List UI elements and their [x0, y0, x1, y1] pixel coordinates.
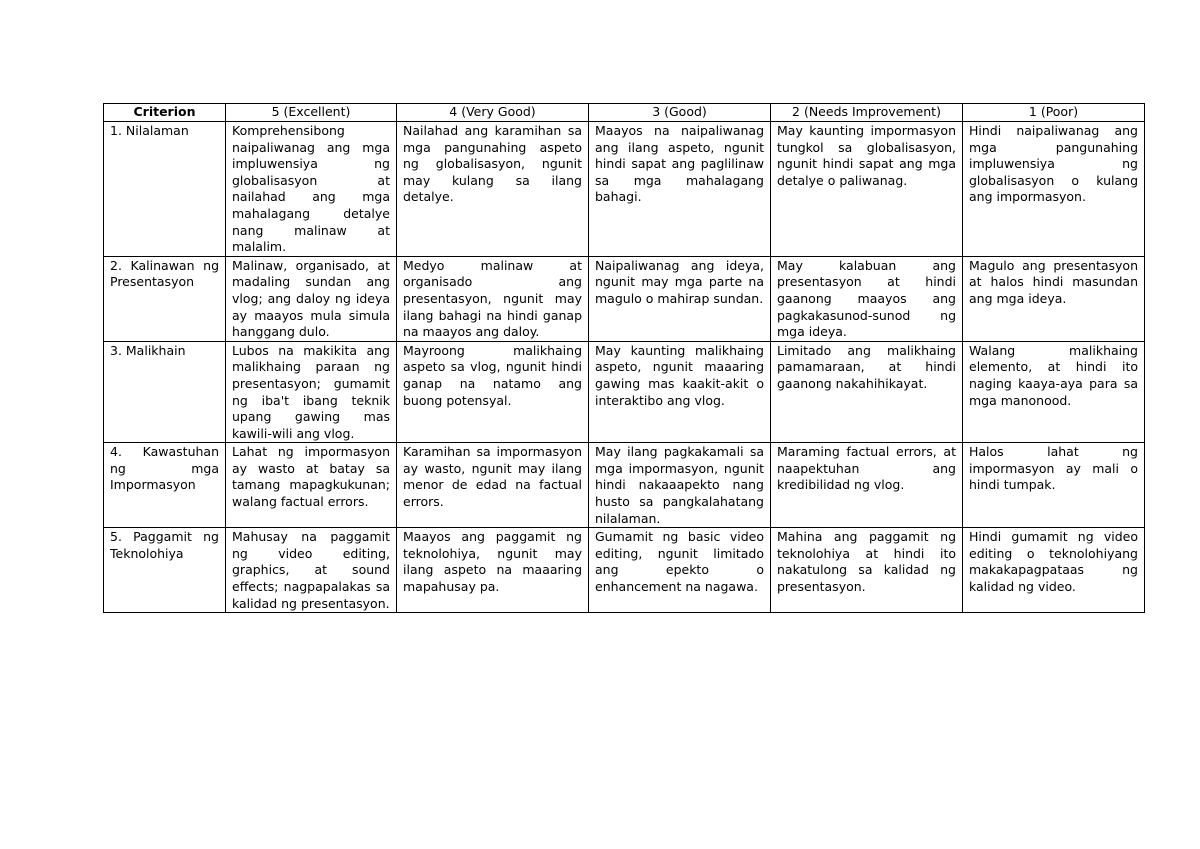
rating-cell-4: Medyo malinaw at organisado ang presentasyon, ngunit may ilang bahagi na hindi ganap na maayos ang daloy.: [397, 256, 589, 341]
rating-cell-3: Gumamit ng basic video editing, ngunit limitado ang epekto o enhancement na nagawa.: [589, 528, 771, 613]
rating-cell-2: Mahina ang paggamit ng teknolohiya at hindi ito nakatulong sa kalidad ng presentasyon.: [771, 528, 963, 613]
rating-cell-5: Komprehensibong naipaliwanag ang mga impluwensiya ng globalisasyon at nailahad ang mga mahalagang detalye nang malinaw at malalim.: [226, 122, 397, 257]
rubric-table: [103, 103, 1145, 613]
header-needs-improvement: 2 (Needs Improvement): [771, 104, 963, 122]
rating-cell-4: Karamihan sa impormasyon ay wasto, ngunit may ilang menor de edad na factual errors.: [397, 443, 589, 528]
rating-cell-4: Mayroong malikhaing aspeto sa vlog, ngunit hindi ganap na natamo ang buong potensyal.: [397, 341, 589, 443]
table-row: [104, 528, 1145, 613]
rating-cell-3: Maayos na naipaliwanag ang ilang aspeto, ngunit hindi sapat ang paglilinaw sa mga mahalagang bahagi.: [589, 122, 771, 257]
header-excellent: 5 (Excellent): [226, 104, 397, 122]
table-row: [104, 341, 1145, 443]
rating-cell-5: Malinaw, organisado, at madaling sundan ang vlog; ang daloy ng ideya ay maayos mula simula hanggang dulo.: [226, 256, 397, 341]
criterion-cell: 4. Kawastuhan ng mga Impormasyon: [104, 443, 226, 528]
rating-cell-3: Naipaliwanag ang ideya, ngunit may mga parte na magulo o mahirap sundan.: [589, 256, 771, 341]
criterion-cell: 1. Nilalaman: [104, 122, 226, 257]
header-criterion: Criterion: [104, 104, 226, 122]
rating-cell-1: Hindi gumamit ng video editing o teknolohiyang makakapagpataas ng kalidad ng video.: [963, 528, 1145, 613]
rating-cell-3: May kaunting malikhaing aspeto, ngunit maaaring gawing mas kaakit-akit o interaktibo ang vlog.: [589, 341, 771, 443]
criterion-cell: 3. Malikhain: [104, 341, 226, 443]
rating-cell-2: May kaunting impormasyon tungkol sa globalisasyon, ngunit hindi sapat ang mga detalye o paliwanag.: [771, 122, 963, 257]
header-good: 3 (Good): [589, 104, 771, 122]
rating-cell-2: May kalabuan ang presentasyon at hindi gaanong maayos ang pagkakasunod-sunod ng mga ideya.: [771, 256, 963, 341]
rating-cell-5: Lahat ng impormasyon ay wasto at batay sa tamang mapagkukunan; walang factual errors.: [226, 443, 397, 528]
criterion-cell: 2. Kalinawan ng Presentasyon: [104, 256, 226, 341]
rating-cell-1: Halos lahat ng impormasyon ay mali o hindi tumpak.: [963, 443, 1145, 528]
header-poor: 1 (Poor): [963, 104, 1145, 122]
rating-cell-5: Mahusay na paggamit ng video editing, graphics, at sound effects; nagpapalakas sa kalidad ng presentasyon.: [226, 528, 397, 613]
rating-cell-2: Limitado ang malikhaing pamamaraan, at hindi gaanong nakahihikayat.: [771, 341, 963, 443]
rating-cell-1: Walang malikhaing elemento, at hindi ito naging kaaya-aya para sa mga manonood.: [963, 341, 1145, 443]
rating-cell-1: Hindi naipaliwanag ang mga pangunahing impluwensiya ng globalisasyon o kulang ang impormasyon.: [963, 122, 1145, 257]
table-row: [104, 122, 1145, 257]
rating-cell-2: Maraming factual errors, at naapektuhan ang kredibilidad ng vlog.: [771, 443, 963, 528]
rating-cell-1: Magulo ang presentasyon at halos hindi masundan ang mga ideya.: [963, 256, 1145, 341]
header-row: [104, 104, 1145, 122]
rating-cell-4: Nailahad ang karamihan sa mga pangunahing aspeto ng globalisasyon, ngunit may kulang sa ilang detalye.: [397, 122, 589, 257]
table-row: [104, 443, 1145, 528]
rating-cell-3: May ilang pagkakamali sa mga impormasyon, ngunit hindi nakaaapekto nang husto sa pangkalahatang nilalaman.: [589, 443, 771, 528]
rating-cell-4: Maayos ang paggamit ng teknolohiya, ngunit may ilang aspeto na maaaring mapahusay pa.: [397, 528, 589, 613]
table-row: [104, 256, 1145, 341]
header-very-good: 4 (Very Good): [397, 104, 589, 122]
criterion-cell: 5. Paggamit ng Teknolohiya: [104, 528, 226, 613]
rating-cell-5: Lubos na makikita ang malikhaing paraan ng presentasyon; gumamit ng iba't ibang teknik upang gawing mas kawili-wili ang vlog.: [226, 341, 397, 443]
